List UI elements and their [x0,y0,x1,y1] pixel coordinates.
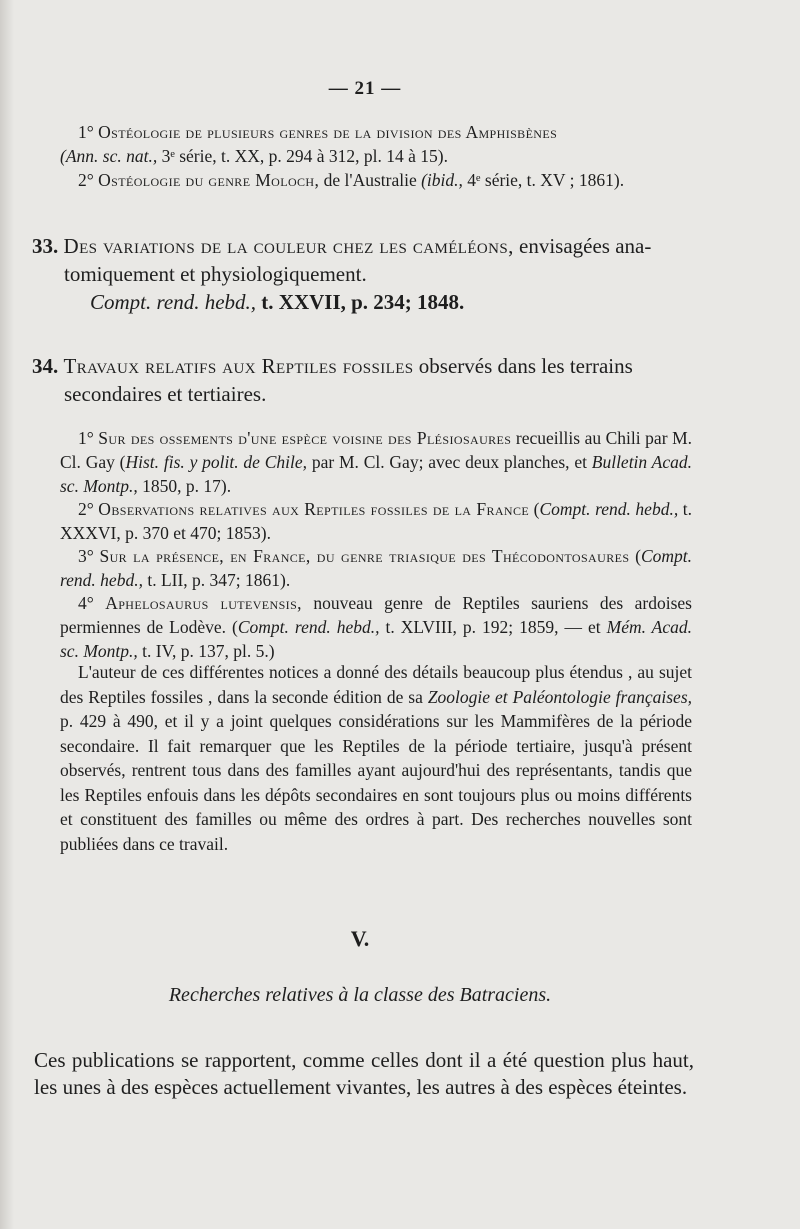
sub-entry-2-text-b: t. XXXVI, p. 370 et 470; 1853). [60,499,692,543]
sub-entry-3-title: Sur la présence, en France, du genre triasique des Thécodontosaures [99,546,630,566]
paragraph-text-a: L'auteur de ces différentes notices a donné des détails beaucoup plus étendus , au sujet des Reptiles fossiles , dans la seconde édition de sa [60,662,692,707]
reference-1-title: Ostéologie de plusieurs genres de la division des Amphisbènes [98,122,558,142]
entry-33-volume: t. XXVII, p. 234; 1848. [256,290,465,314]
sub-entry-3-label: 3° [78,546,100,566]
sub-entry-4-italic-b: Mém. Acad. sc. Montp., [60,617,693,661]
reference-2-middle: de l'Australie [319,170,422,190]
paragraph-book-title: Zoologie et Paléontologie françaises, [427,686,692,707]
reference-2 [60,168,695,192]
sub-entry-4-label: 4° [78,593,106,613]
sub-entry-1-text-a: recueillis au Chili par M. Cl. Gay ( [60,428,692,472]
reference-2-label: 2° [78,170,99,190]
reference-2-source: (ibid., [421,170,463,190]
entry-33-number: 33. [32,234,59,258]
entry-34-title-rest: observés dans les terrains [413,354,633,378]
entry-34 [32,352,692,408]
sub-entry-4-text-c: t. IV, p. 137, pl. 5.) [137,641,275,661]
reference-2-title: Ostéologie du genre Moloch, [98,170,320,190]
page-number: — 21 — [328,78,402,99]
sub-entry-3-text-a: ( [629,546,641,566]
entry-33-journal: Compt. rend. hebd., [90,290,257,314]
reference-1-source: (Ann. sc. nat., [60,146,158,166]
body-paragraph [60,660,692,856]
sub-entry-3-text-b: t. LII, p. 347; 1861). [142,570,291,590]
sub-entry-4 [60,591,692,663]
entry-33-citation [32,288,692,316]
sub-entry-1 [60,426,692,498]
reference-1 [60,120,695,168]
reference-1-details: 3ᵉ série, t. XX, p. 294 à 312, pl. 14 à 15). [157,146,448,166]
sub-entry-4-italic-a: Compt. rend. hebd., [237,617,380,637]
sub-entry-4-title: Aphelosaurus lutevensis, [105,593,302,613]
sub-entry-3-italic-a: Compt. rend. hebd., [60,546,693,590]
sub-entry-1-italic-a: Hist. fis. y polit. de Chile, [125,452,308,472]
sub-entry-4-text-b: t. XLVIII, p. 192; 1859, — et [379,617,607,637]
reference-2-details: 4ᵉ série, t. XV ; 1861). [462,170,625,190]
entry-33 [32,232,692,316]
sub-entry-2-label: 2° [78,499,99,519]
entry-34-number: 34. [32,354,59,378]
sub-entry-1-title: Sur des ossements d'une espèce voisine des Plésiosaures [98,428,512,448]
sub-entry-2-italic-a: Compt. rend. hebd., [539,499,679,519]
sub-entry-2-text-a: ( [529,499,540,519]
paragraph-text-b: p. 429 à 490, et il y a joint quelques considérations sur les Mammifères de la période secondaire. Il fait remarquer que les Reptiles de la période tertiaire, jusqu'à présent observés, rentrent tous dans des familles ayant aujourd'hui des représentants, tandis que les Reptiles enfouis dans les dépôts secondaires en sont toujours plus ou moins différents et constituent des familles ou même des ordres à part. Des recherches nouvelles sont publiées dans ce travail. [60,711,692,854]
sub-entry-4-text-a: nouveau genre de Reptiles sauriens des ardoises permiennes de Lodève. ( [60,593,692,637]
section-numeral: V. [350,926,370,951]
closing-paragraph: Ces publications se rapportent, comme celles dont il a été question plus haut, les unes à des espèces actuellement vivantes, les autres à des espèces éteintes. [34,1048,694,1099]
sub-entry-1-text-c: 1850, p. 17). [137,476,232,496]
reference-1-label: 1° [78,122,99,142]
sub-entry-2 [60,497,692,545]
entry-33-title: Des variations de la couleur chez les caméléons, [63,234,514,258]
entry-33-title-line2: tomiquement et physiologiquement. [64,262,367,286]
entry-34-title-line2: secondaires et tertiaires. [64,382,267,406]
sub-entry-2-title: Observations relatives aux Reptiles fossiles de la France [98,499,530,519]
entry-33-title-rest: envisagées ana- [513,234,652,258]
sub-entry-1-text-b: par M. Cl. Gay; avec deux planches, et [307,452,592,472]
entry-34-title: Travaux relatifs aux Reptiles fossiles [63,354,414,378]
sub-entry-1-italic-b: Bulletin Acad. sc. Montp., [60,452,692,496]
section-title: Recherches relatives à la classe des Batraciens. [168,984,552,1006]
sub-entry-1-label: 1° [78,428,99,448]
sub-entry-3 [60,544,692,592]
